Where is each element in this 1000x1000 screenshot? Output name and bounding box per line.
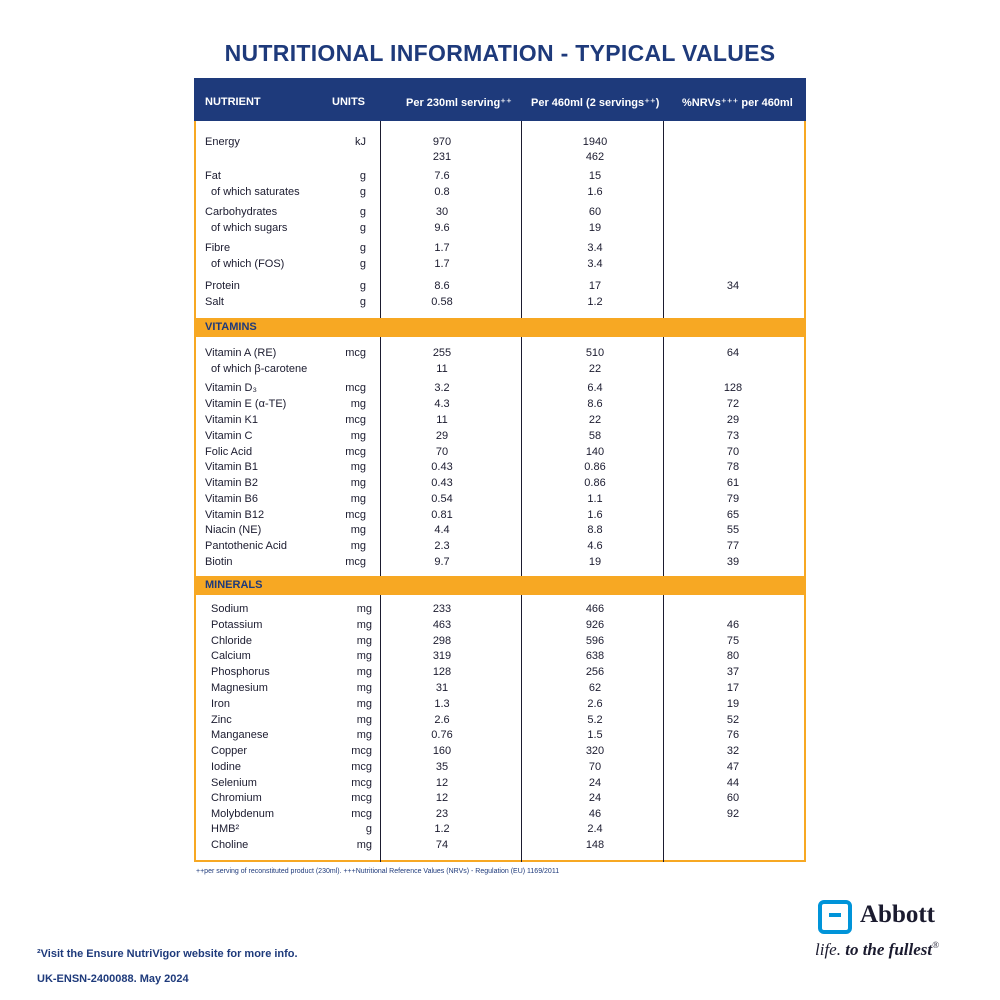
- table-row: [194, 492, 806, 507]
- nutrient-unit: mg: [356, 698, 372, 710]
- value-per-460ml: 926: [585, 619, 605, 631]
- value-per-460ml: 17: [588, 280, 602, 292]
- table-row: [194, 460, 806, 475]
- nutrient-name: Chloride: [211, 635, 252, 647]
- value-nrv: 52: [726, 714, 740, 726]
- value-per-230ml: 231: [432, 151, 452, 163]
- value-per-230ml: 1.3: [434, 698, 450, 710]
- nutrient-unit: mcg: [351, 745, 372, 757]
- value-nrv: 73: [726, 430, 740, 442]
- table-row: [194, 776, 806, 791]
- nutrient-unit: g: [359, 186, 366, 198]
- nutrient-name: Fat: [205, 170, 221, 182]
- table-row: [194, 185, 806, 200]
- nutrient-unit: mcg: [345, 446, 366, 458]
- nutrient-unit: mcg: [345, 509, 366, 521]
- value-per-460ml: 596: [585, 635, 605, 647]
- nutrient-name: Carbohydrates: [205, 206, 278, 218]
- value-per-230ml: 11: [436, 414, 448, 426]
- value-per-460ml: 22: [588, 363, 602, 375]
- value-per-460ml: 19: [588, 222, 602, 234]
- value-per-460ml: 1940: [582, 136, 608, 148]
- value-per-460ml: 466: [585, 603, 605, 615]
- nutrient-name: Vitamin C: [205, 430, 253, 442]
- value-per-460ml: 2.6: [587, 698, 603, 710]
- footnote: ++per serving of reconstituted product (230ml). +++Nutritional Reference Values (NRVs) - Regulation (EU) 1169/2011: [196, 868, 560, 875]
- value-nrv: 46: [726, 619, 740, 631]
- table-row: [194, 807, 806, 822]
- value-nrv: 60: [726, 792, 740, 804]
- table-row: [194, 150, 806, 165]
- table-row: [194, 744, 806, 759]
- nutrient-name: Biotin: [205, 556, 233, 568]
- table-row: [194, 476, 806, 491]
- nutrient-unit: mg: [350, 493, 366, 505]
- nutrient-name: Calcium: [211, 650, 251, 662]
- value-per-460ml: 5.2: [587, 714, 603, 726]
- value-per-230ml: 70: [435, 446, 449, 458]
- value-nrv: 65: [726, 509, 740, 521]
- value-per-230ml: 11: [436, 363, 448, 375]
- value-per-460ml: 24: [588, 777, 602, 789]
- value-per-460ml: 62: [588, 682, 602, 694]
- nutrient-unit: mcg: [351, 777, 372, 789]
- website-note: ²Visit the Ensure NutriVigor website for more info.: [37, 948, 298, 960]
- nutrient-unit: mg: [350, 398, 366, 410]
- column-divider: [663, 595, 664, 862]
- tagline-mark: ®: [932, 940, 939, 950]
- nutrient-name: Vitamin B6: [205, 493, 258, 505]
- value-nrv: 32: [726, 745, 740, 757]
- nutrient-name: HMB²: [211, 823, 240, 835]
- value-per-460ml: 70: [588, 761, 602, 773]
- value-nrv: 29: [726, 414, 740, 426]
- nutrient-unit: mg: [356, 682, 372, 694]
- table-row: [194, 205, 806, 220]
- abbott-logo-icon: [818, 900, 852, 934]
- nutrient-name: Molybdenum: [211, 808, 274, 820]
- nutrient-unit: mg: [350, 524, 366, 536]
- table-row: [194, 713, 806, 728]
- value-per-230ml: 233: [432, 603, 452, 615]
- value-per-460ml: 256: [585, 666, 605, 678]
- nutrient-name: Vitamin B1: [205, 461, 258, 473]
- section-header-vitamins: [194, 318, 806, 337]
- nutrient-name: Choline: [211, 839, 249, 851]
- header-per-230ml: Per 230ml serving⁺⁺: [406, 97, 512, 109]
- column-divider: [521, 337, 522, 576]
- value-per-460ml: 3.4: [587, 258, 603, 270]
- nutrient-unit: g: [359, 206, 366, 218]
- column-divider: [380, 121, 381, 318]
- nutrient-name: of which saturates: [211, 186, 300, 198]
- value-nrv: 128: [723, 382, 743, 394]
- value-per-460ml: 148: [585, 839, 605, 851]
- nutrient-unit: g: [359, 296, 366, 308]
- table-row: [194, 135, 806, 150]
- nutrient-name: Sodium: [211, 603, 249, 615]
- table-row: [194, 728, 806, 743]
- value-per-460ml: 1.1: [587, 493, 603, 505]
- nutrient-name: Niacin (NE): [205, 524, 262, 536]
- value-per-460ml: 462: [585, 151, 605, 163]
- table-row: [194, 346, 806, 361]
- nutrient-name: of which β-carotene: [211, 363, 308, 375]
- header-per-460ml: Per 460ml (2 servings⁺⁺): [531, 97, 660, 109]
- table-row: [194, 241, 806, 256]
- value-per-230ml: 35: [435, 761, 449, 773]
- value-nrv: 79: [726, 493, 740, 505]
- value-per-230ml: 23: [435, 808, 449, 820]
- value-per-230ml: 298: [432, 635, 452, 647]
- nutrient-unit: mg: [356, 839, 372, 851]
- nutrient-name: Pantothenic Acid: [205, 540, 287, 552]
- table-row: [194, 838, 806, 853]
- table-header: [194, 78, 806, 121]
- nutrient-name: Vitamin B2: [205, 477, 258, 489]
- value-nrv: 72: [726, 398, 740, 410]
- value-nrv: 76: [726, 729, 740, 741]
- nutrient-unit: mg: [350, 540, 366, 552]
- table-row: [194, 221, 806, 236]
- value-per-460ml: 6.4: [587, 382, 603, 394]
- nutrient-unit: mcg: [345, 347, 366, 359]
- nutrient-name: Vitamin D₃: [205, 382, 257, 394]
- value-per-460ml: 8.8: [587, 524, 603, 536]
- logo-name: Abbott: [860, 901, 936, 928]
- table-row: [194, 665, 806, 680]
- value-per-230ml: 30: [435, 206, 449, 218]
- value-nrv: 92: [726, 808, 740, 820]
- value-per-230ml: 128: [432, 666, 452, 678]
- header-nutrient: NUTRIENT: [205, 96, 261, 108]
- column-divider: [521, 121, 522, 318]
- column-divider: [521, 595, 522, 862]
- nutrient-name: Phosphorus: [211, 666, 270, 678]
- nutrient-unit: g: [365, 823, 372, 835]
- nutrient-unit: g: [359, 280, 366, 292]
- value-per-230ml: 31: [435, 682, 449, 694]
- nutrient-unit: mg: [356, 729, 372, 741]
- value-per-460ml: 140: [585, 446, 605, 458]
- nutrient-unit: kJ: [355, 136, 366, 148]
- table-row: [194, 279, 806, 294]
- value-per-230ml: 0.81: [431, 509, 453, 521]
- value-nrv: 77: [726, 540, 740, 552]
- value-per-460ml: 46: [588, 808, 602, 820]
- value-per-230ml: 12: [435, 777, 449, 789]
- value-per-230ml: 7.6: [434, 170, 450, 182]
- value-nrv: 64: [726, 347, 740, 359]
- value-per-460ml: 0.86: [584, 461, 606, 473]
- section-header-minerals: [194, 576, 806, 595]
- column-divider: [663, 337, 664, 576]
- table-row: [194, 822, 806, 837]
- value-per-230ml: 319: [432, 650, 452, 662]
- nutrient-unit: mg: [350, 461, 366, 473]
- nutrient-unit: mg: [356, 666, 372, 678]
- value-per-230ml: 0.54: [431, 493, 453, 505]
- value-per-230ml: 1.7: [434, 258, 450, 270]
- table-row: [194, 681, 806, 696]
- table-row: [194, 618, 806, 633]
- table-row: [194, 445, 806, 460]
- table-row: [194, 429, 806, 444]
- table-row: [194, 169, 806, 184]
- nutrient-name: Vitamin E (α-TE): [205, 398, 287, 410]
- value-per-230ml: 970: [432, 136, 452, 148]
- column-divider: [380, 595, 381, 862]
- header-nrv: %NRVs⁺⁺⁺ per 460ml: [682, 97, 793, 109]
- value-nrv: 70: [726, 446, 740, 458]
- value-per-230ml: 9.6: [434, 222, 450, 234]
- value-nrv: 34: [726, 280, 740, 292]
- nutrient-unit: mcg: [345, 414, 366, 426]
- table-row: [194, 697, 806, 712]
- nutrient-name: Iron: [211, 698, 230, 710]
- value-nrv: 80: [726, 650, 740, 662]
- section-title: MINERALS: [205, 579, 263, 591]
- nutrient-unit: g: [359, 222, 366, 234]
- value-per-460ml: 22: [588, 414, 602, 426]
- nutrient-name: Salt: [205, 296, 224, 308]
- value-per-230ml: 0.8: [434, 186, 450, 198]
- page-title: NUTRITIONAL INFORMATION - TYPICAL VALUES: [224, 40, 776, 66]
- value-per-460ml: 1.5: [587, 729, 603, 741]
- value-per-460ml: 1.6: [587, 509, 603, 521]
- table-row: [194, 649, 806, 664]
- nutrient-name: Folic Acid: [205, 446, 253, 458]
- nutrient-unit: mg: [350, 430, 366, 442]
- table-row: [194, 523, 806, 538]
- nutrient-unit: mg: [356, 619, 372, 631]
- tagline-light: life.: [815, 940, 841, 959]
- value-nrv: 55: [726, 524, 740, 536]
- value-nrv: 37: [726, 666, 740, 678]
- value-per-460ml: 15: [588, 170, 602, 182]
- nutrient-unit: mcg: [351, 792, 372, 804]
- table-row: [194, 362, 806, 377]
- table-row: [194, 602, 806, 617]
- table-row: [194, 508, 806, 523]
- nutrient-unit: mg: [356, 714, 372, 726]
- table-row: [194, 413, 806, 428]
- value-per-230ml: 74: [435, 839, 449, 851]
- value-per-230ml: 1.7: [434, 242, 450, 254]
- nutrient-unit: g: [359, 258, 366, 270]
- value-per-230ml: 2.6: [434, 714, 450, 726]
- value-per-460ml: 8.6: [587, 398, 603, 410]
- value-nrv: 44: [726, 777, 740, 789]
- section-title: VITAMINS: [205, 321, 257, 333]
- document-code: UK-ENSN-2400088. May 2024: [37, 973, 189, 985]
- value-per-230ml: 1.2: [434, 823, 450, 835]
- nutrient-name: Protein: [205, 280, 240, 292]
- value-per-230ml: 4.3: [434, 398, 450, 410]
- value-per-460ml: 2.4: [587, 823, 603, 835]
- logo-tagline: [815, 940, 939, 960]
- value-per-460ml: 58: [588, 430, 602, 442]
- nutrient-unit: mcg: [345, 382, 366, 394]
- nutrient-name: Magnesium: [211, 682, 268, 694]
- value-per-460ml: 320: [585, 745, 605, 757]
- value-per-230ml: 255: [432, 347, 452, 359]
- value-nrv: 39: [726, 556, 740, 568]
- nutrient-unit: mcg: [351, 808, 372, 820]
- nutrient-unit: mg: [356, 603, 372, 615]
- value-nrv: 17: [726, 682, 740, 694]
- value-per-230ml: 0.43: [431, 477, 453, 489]
- value-per-460ml: 60: [588, 206, 602, 218]
- column-divider: [663, 121, 664, 318]
- header-units: UNITS: [332, 96, 365, 108]
- nutrient-name: Chromium: [211, 792, 262, 804]
- nutrient-unit: mg: [356, 635, 372, 647]
- nutrient-name: Energy: [205, 136, 240, 148]
- nutrient-name: Selenium: [211, 777, 257, 789]
- nutrient-unit: mg: [350, 477, 366, 489]
- nutrient-name: Potassium: [211, 619, 263, 631]
- nutrient-name: Manganese: [211, 729, 269, 741]
- nutrient-name: Fibre: [205, 242, 231, 254]
- value-per-230ml: 4.4: [434, 524, 450, 536]
- table-row: [194, 555, 806, 570]
- value-per-230ml: 0.43: [431, 461, 453, 473]
- value-per-460ml: 19: [588, 556, 602, 568]
- value-nrv: 61: [726, 477, 740, 489]
- nutrient-name: Vitamin K1: [205, 414, 258, 426]
- value-per-460ml: 1.6: [587, 186, 603, 198]
- table-row: [194, 634, 806, 649]
- value-per-230ml: 463: [432, 619, 452, 631]
- value-nrv: 47: [726, 761, 740, 773]
- value-per-460ml: 24: [588, 792, 602, 804]
- value-nrv: 19: [726, 698, 740, 710]
- value-per-230ml: 9.7: [434, 556, 450, 568]
- nutrient-name: Vitamin B12: [205, 509, 265, 521]
- table-row: [194, 381, 806, 396]
- table-row: [194, 397, 806, 412]
- value-per-460ml: 510: [585, 347, 605, 359]
- value-per-230ml: 12: [435, 792, 449, 804]
- table-row: [194, 791, 806, 806]
- nutrient-unit: mg: [356, 650, 372, 662]
- value-per-230ml: 0.58: [431, 296, 453, 308]
- value-per-230ml: 0.76: [431, 729, 453, 741]
- nutrient-unit: g: [359, 170, 366, 182]
- nutrient-unit: g: [359, 242, 366, 254]
- nutrient-name: of which sugars: [211, 222, 288, 234]
- value-per-230ml: 160: [432, 745, 452, 757]
- nutrient-unit: mcg: [345, 556, 366, 568]
- value-nrv: 78: [726, 461, 740, 473]
- value-per-230ml: 3.2: [434, 382, 450, 394]
- value-per-460ml: 4.6: [587, 540, 603, 552]
- tagline-bold: to the fullest: [845, 940, 933, 959]
- table-row: [194, 760, 806, 775]
- table-row: [194, 257, 806, 272]
- nutrient-name: Zinc: [211, 714, 232, 726]
- nutrient-name: Iodine: [211, 761, 241, 773]
- value-nrv: 75: [726, 635, 740, 647]
- nutrient-name: of which (FOS): [211, 258, 285, 270]
- value-per-230ml: 29: [435, 430, 449, 442]
- value-per-460ml: 3.4: [587, 242, 603, 254]
- nutrient-unit: mcg: [351, 761, 372, 773]
- value-per-460ml: 1.2: [587, 296, 603, 308]
- nutrient-name: Vitamin A (RE): [205, 347, 277, 359]
- value-per-460ml: 0.86: [584, 477, 606, 489]
- table-row: [194, 539, 806, 554]
- value-per-460ml: 638: [585, 650, 605, 662]
- column-divider: [380, 337, 381, 576]
- table-row: [194, 295, 806, 310]
- value-per-230ml: 8.6: [434, 280, 450, 292]
- value-per-230ml: 2.3: [434, 540, 450, 552]
- nutrient-name: Copper: [211, 745, 248, 757]
